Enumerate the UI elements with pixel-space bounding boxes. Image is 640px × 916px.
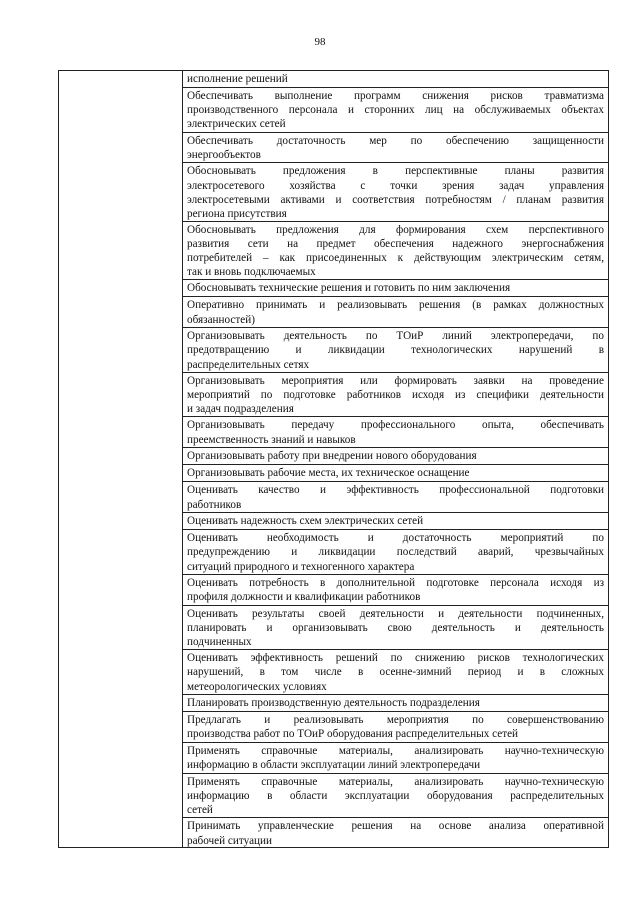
competency-table [58, 70, 609, 848]
row-text-line: ситуаций природного и техногенного характера [187, 560, 415, 573]
row-text-line: электросетевыми активами и соответствия потребностям / планам развития [187, 193, 604, 206]
row-text-line: Оперативно принимать и реализовывать решения (в рамках должностных [187, 299, 604, 312]
row-text-line: преемственность знаний и навыков [187, 433, 356, 446]
row-text-line: планировать и организовывать свою деятельность и деятельность [187, 621, 604, 634]
table-row [183, 133, 608, 164]
row-text-line: сетей [187, 803, 213, 816]
row-text-line: энергообъектов [187, 149, 261, 162]
table-row [183, 606, 608, 651]
row-text-line: обязанностей) [187, 313, 255, 326]
table-row [183, 530, 608, 575]
row-text-line: Оценивать эффективность решений по снижению рисков технологических [187, 652, 604, 665]
table-row [183, 297, 608, 328]
row-text-line: Оценивать качество и эффективность профессиональной подготовки [187, 484, 604, 497]
row-text-line: производственного персонала и сторонних лиц на обслуживаемых объектах [187, 104, 604, 117]
row-text-line: и задач подразделения [187, 403, 294, 416]
row-text-line: Оценивать надежность схем электрических сетей [187, 515, 424, 528]
row-text-line: Оценивать потребность в дополнительной подготовке персонала исходя из [187, 576, 604, 589]
row-text-line: Обеспечивать достаточность мер по обеспечению защищенности [187, 134, 604, 147]
row-text-line: Обосновывать предложения в перспективные планы развития [187, 165, 604, 178]
row-text-line: работников [187, 498, 242, 511]
row-text-line: предотвращению и ликвидации технологических нарушений в [187, 344, 604, 357]
row-text-line: рабочей ситуации [187, 834, 272, 847]
row-text-line: Обосновывать технические решения и готовить по ним заключения [187, 282, 511, 295]
table-row [183, 328, 608, 373]
row-text-line: Оценивать результаты своей деятельности и деятельности подчиненных, [187, 607, 604, 620]
table-row [183, 513, 608, 530]
table-row [183, 695, 608, 712]
row-text-line: Принимать управленческие решения на основе анализа оперативной [187, 820, 604, 833]
row-text-line: электрических сетей [187, 118, 286, 131]
row-text-line: развития сети на предмет обеспечения надежного энергоснабжения [187, 238, 604, 251]
table-row [183, 650, 608, 695]
row-text-line: информацию в области эксплуатации линий электропередачи [187, 759, 481, 772]
table-row [183, 575, 608, 606]
row-text-line: Организовывать работу при внедрении нового оборудования [187, 450, 477, 463]
row-text-line: нарушений, в том числе в осенне-зимний период и в сложных [187, 666, 604, 679]
row-text-line: Организовывать деятельность по ТОиР линий электропередачи, по [187, 330, 604, 343]
table-row [183, 482, 608, 513]
row-text-line: электросетевого хозяйства с точки зрения задач управления [187, 179, 604, 192]
row-text-line: региона присутствия [187, 207, 287, 220]
row-text-line: метеорологических условиях [187, 680, 327, 693]
table-row [183, 712, 608, 743]
table-row [183, 373, 608, 418]
row-text-line: Применять справочные материалы, анализировать научно-техническую [187, 744, 604, 757]
row-text-line: информацию в области эксплуатации оборудования распределительных [187, 789, 604, 802]
row-text-line: распределительных сетях [187, 358, 310, 371]
table-row [183, 743, 608, 774]
table-row [183, 280, 608, 297]
table-row [183, 818, 608, 849]
table-row [183, 222, 608, 280]
row-text-line: предупреждению и ликвидации последствий аварий, чрезвычайных [187, 546, 604, 559]
row-text-line: Предлагать и реализовывать мероприятия по совершенствованию [187, 713, 604, 726]
table-row [183, 417, 608, 448]
row-text-line: Оценивать необходимость и достаточность мероприятий по [187, 532, 604, 545]
row-text-line: Организовывать рабочие места, их техническое оснащение [187, 467, 470, 480]
row-text-line: Организовывать передачу профессионального опыта, обеспечивать [187, 419, 604, 432]
row-text-line: производства работ по ТОиР оборудования распределительных сетей [187, 728, 519, 741]
row-text-line: Организовывать мероприятия или формировать заявки на проведение [187, 374, 604, 387]
table-left-column [59, 71, 183, 847]
row-text-line: подчиненных [187, 636, 252, 649]
row-text-line: так и вновь подключаемых [187, 266, 316, 279]
row-text-line: потребителей – как присоединенных к действующим электрическим сетям, [187, 252, 604, 265]
row-text-line: Планировать производственную деятельность подразделения [187, 696, 480, 709]
table-row [183, 88, 608, 133]
row-text-line: Применять справочные материалы, анализировать научно-техническую [187, 775, 604, 788]
table-row [183, 163, 608, 221]
page-number: 98 [314, 36, 326, 48]
row-text-line: исполнение решений [187, 73, 288, 85]
table-row [183, 774, 608, 819]
row-text-line: профиля должности и квалификации работников [187, 591, 421, 604]
table-row [183, 71, 608, 88]
table-row [183, 448, 608, 465]
row-text-line: мероприятий по подготовке работников исходя из специфики деятельности [187, 389, 604, 402]
row-text-line: Обосновывать предложения для формирования схем перспективного [187, 223, 604, 236]
row-text-line: Обеспечивать выполнение программ снижения рисков травматизма [187, 90, 604, 102]
table-row [183, 465, 608, 482]
